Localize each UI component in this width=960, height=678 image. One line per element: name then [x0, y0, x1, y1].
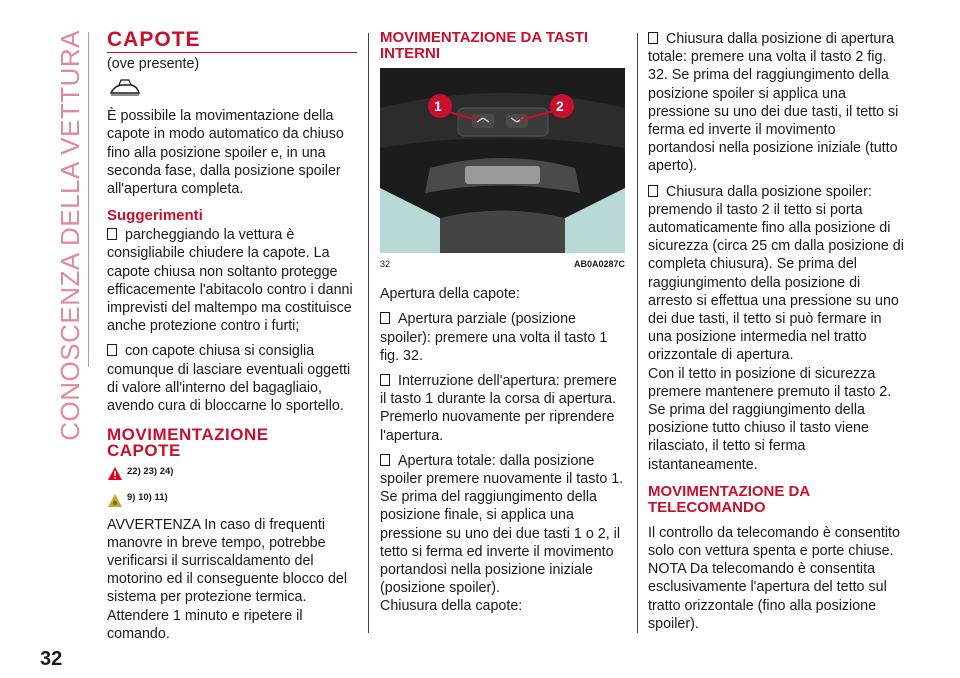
- figure-caption: [380, 255, 625, 273]
- bullet-box-icon: [380, 374, 390, 386]
- closing-label: Chiusura della capote:: [380, 598, 523, 615]
- bullet-box-icon: [107, 228, 117, 240]
- telecomando-heading: MOVIMENTAZIONE DA TELECOMANDO: [648, 482, 810, 516]
- capote-title: CAPOTE: [107, 30, 357, 53]
- car-roof-icon: [109, 77, 357, 99]
- figure-number: 32: [380, 259, 391, 269]
- opening-item: Apertura parziale (posizione spoiler): premere una volta il tasto 1 fig. 32.: [380, 311, 608, 364]
- figure-32-photo: [380, 68, 625, 253]
- opening-label: Apertura della capote:: [380, 286, 520, 303]
- section-side-label: [50, 30, 90, 441]
- section-side-text: CONOSCENZA DELLA VETTURA: [54, 30, 85, 441]
- capote-subtitle: (ove presente): [107, 56, 200, 72]
- warning-refs: 22) 23) 24): [107, 463, 357, 481]
- capote-intro: È possibile la movimentazione della capote in modo automatico da chiuso fino alla posizione spoiler e, in una seconda fase, dalla posizione spoiler all'apertura completa.: [107, 108, 344, 198]
- nota-text: NOTA Da telecomando è consentita esclusivamente l'apertura del tetto sul tratto orizzontale (fino alla posizione spoiler).: [648, 561, 887, 632]
- closing-item: Chiusura dalla posizione di apertura totale: premere una volta il tasto 2 fig. 32. Se prima del raggiungimento della posizione spoiler si applica una pressione su uno dei due tasti, il tetto si ferma ed inverte il movimento portandosi nella posizione iniziale (tutto aperto).: [648, 31, 899, 175]
- page-number: 32: [40, 648, 63, 670]
- column-2: [380, 30, 625, 623]
- bullet-box-icon: [380, 454, 390, 466]
- environment-refs: 9) 10) 11): [107, 489, 357, 507]
- column-3: [648, 30, 906, 640]
- avvertenza-note: AVVERTENZA In caso di frequenti manovre in breve tempo, potrebbe verificarsi il surriscaldamento del motorino ed il conseguente blocco del sistema per protezione termica. Attendere 1 minuto e ripetere il comando.: [107, 516, 348, 642]
- bullet-box-icon: [380, 312, 390, 324]
- column-divider: [368, 33, 369, 633]
- column-divider: [637, 33, 638, 633]
- closing-item-continued: Con il tetto in posizione di sicurezza premere mantenere premuto il tasto 2. Se prima del raggiungimento della posizione tutto chiuso il tasto viene rilasciato, il tetto si ferma istantaneamente.: [648, 365, 892, 473]
- side-divider: [88, 32, 89, 367]
- tasti-interni-heading: MOVIMENTAZIONE DA TASTI INTERNI: [380, 29, 589, 62]
- hand-icon: [107, 493, 123, 508]
- opening-item: Apertura totale: dalla posizione spoiler premere nuovamente il tasto 1. Se prima del raggiungimento della posizione finale, si applica una pressione su uno dei due tasti 1 o 2, il tetto si ferma ed inverte il movimento portandosi nella posizione iniziale (posizione spoiler).: [380, 452, 624, 597]
- opening-item: Interruzione dell'apertura: premere il tasto 1 durante la corsa di apertura. Premerlo nuovamente per riprendere l'apertura.: [380, 373, 617, 444]
- closing-item: Chiusura dalla posizione spoiler: premendo il tasto 2 il tetto si porta automaticamente fino alla posizione di sicurezza (circa 25 cm dalla posizione di completa chiusura). Se prima del raggiungimento della posizione di arresto si effettua una pressione su uno dei due tasti, il tetto si può fermare in una posizione intermedia nel tratto orizzontale di apertura.: [648, 183, 904, 364]
- remote-text: Il controllo da telecomando è consentito solo con vettura spenta e porte chiuse.: [648, 524, 900, 560]
- callout-1: 1: [434, 98, 442, 114]
- tip-item: parcheggiando la vettura è consigliabile chiudere la capote. La capote chiusa non soltanto protegge efficacemente l'abitacolo contro i danni imprevisti del maltempo ma costituisce anche protezione contro i furti;: [107, 227, 353, 335]
- bullet-box-icon: [107, 344, 117, 356]
- tips-heading: Suggerimenti: [107, 207, 203, 225]
- tip-item: con capote chiusa si consiglia comunque di lasciare eventuali oggetti di valore all'interno del bagagliaio, avendo cura di bloccarne lo sportello.: [107, 343, 351, 415]
- column-1: [107, 30, 357, 650]
- callout-2: 2: [556, 98, 564, 114]
- figure-code: AB0A0287C: [573, 259, 625, 269]
- bullet-box-icon: [648, 185, 658, 197]
- bullet-box-icon: [648, 32, 658, 44]
- movimentazione-capote-heading: MOVIMENTAZIONE CAPOTE: [107, 425, 269, 461]
- warning-triangle-icon: [107, 466, 123, 481]
